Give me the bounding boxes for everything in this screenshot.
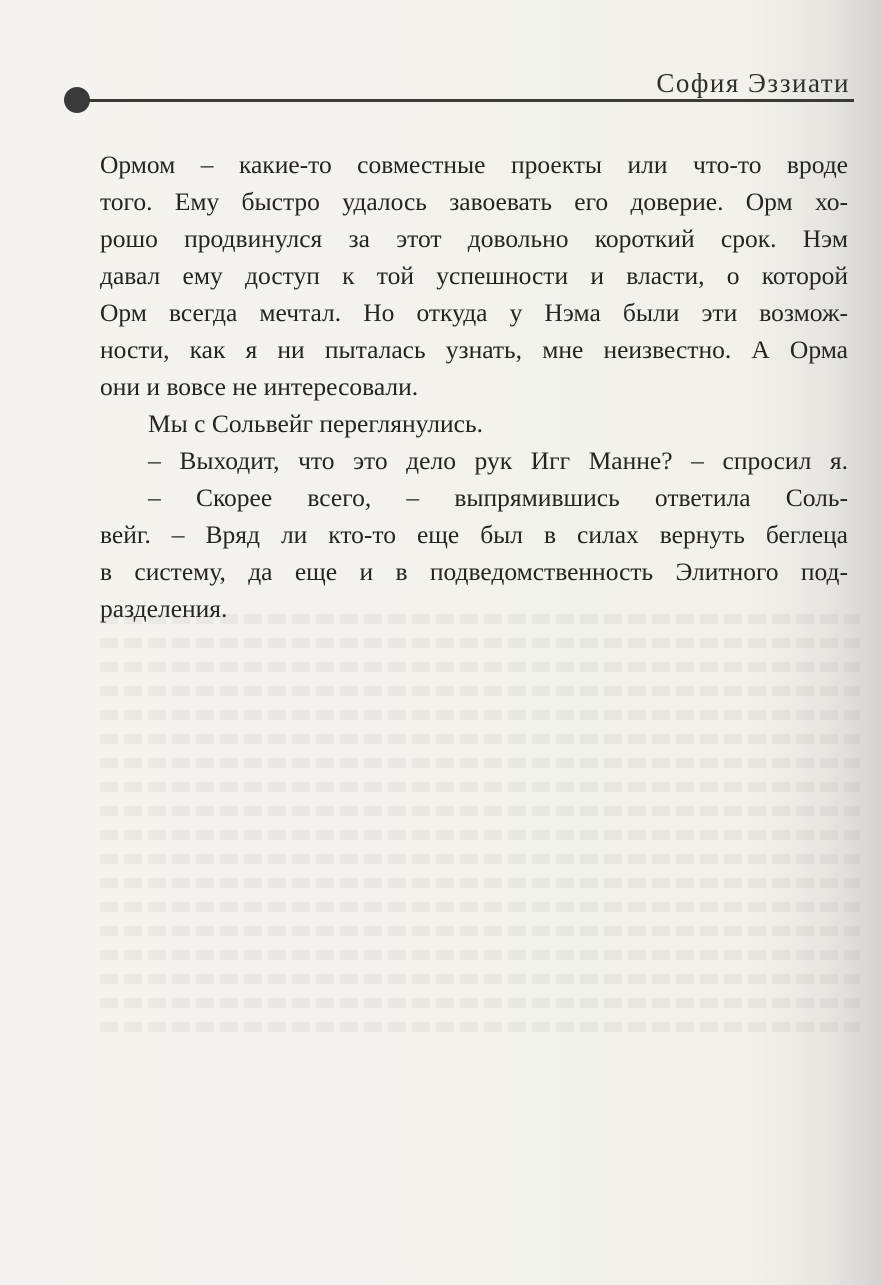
header-rule (84, 99, 854, 102)
text-line: рошо продвинулся за этот довольно короткий срок. Нэм (100, 224, 848, 253)
text-line: того. Ему быстро удалось завоевать его доверие. Орм хо- (100, 187, 848, 216)
body-text (100, 146, 848, 627)
running-header (64, 60, 854, 112)
text-line: вейг. – Вряд ли кто-то еще был в силах вернуть беглеца (100, 520, 848, 549)
text-line: ности, как я ни пыталась узнать, мне неизвестно. А Орма (100, 335, 848, 364)
header-author-name: София Эззиати (656, 68, 850, 98)
text-line: Орм всегда мечтал. Но откуда у Нэма были эти возмож- (100, 298, 848, 327)
text-line: разделения. (100, 594, 228, 623)
text-line: давал ему доступ к той успешности и власти, о которой (100, 261, 848, 290)
text-line: – Скорее всего, – выпрямившись ответила Соль- (148, 483, 848, 512)
text-line: – Выходит, что это дело рук Игг Манне? – спросил я. (148, 446, 848, 475)
text-line: Мы с Сольвейг переглянулись. (148, 409, 483, 438)
text-line: в систему, да еще и в подведомственность Элитного под- (100, 557, 848, 586)
text-line: они и вовсе не интересовали. (100, 372, 419, 401)
show-through-texture (100, 600, 860, 1280)
text-line: Ормом – какие-то совместные проекты или что-то вроде (100, 150, 848, 179)
